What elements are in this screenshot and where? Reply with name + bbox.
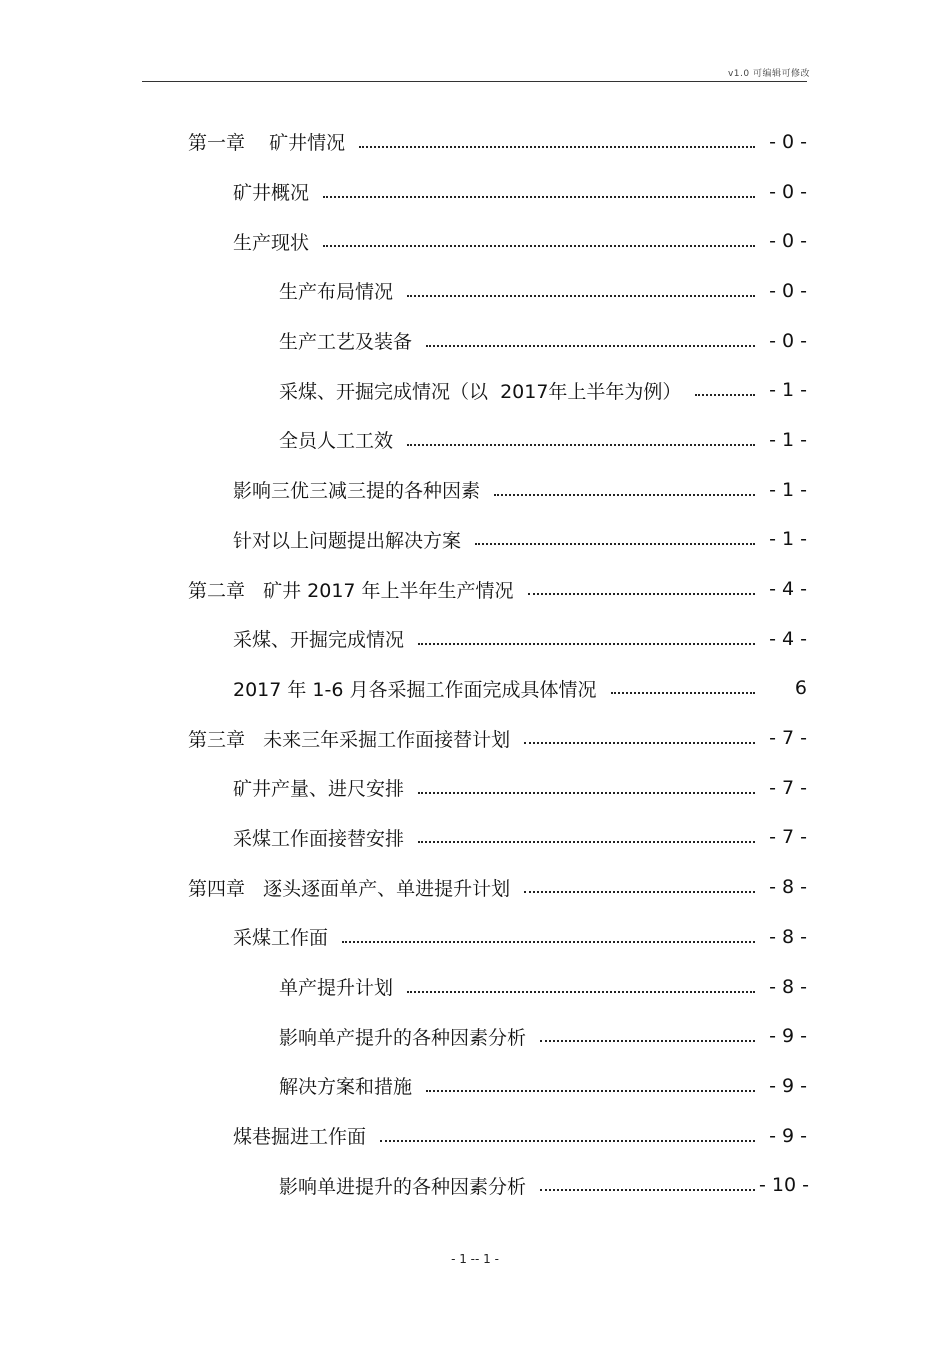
toc-entry-title: 采煤工作面 <box>233 927 329 950</box>
toc-entry-page: - 8 - <box>769 876 807 899</box>
toc-entry-page: - 1 - <box>769 528 807 551</box>
toc-entry[interactable] <box>0 564 950 614</box>
toc-entry-title: 单产提升计划 <box>279 977 394 1000</box>
toc-entry[interactable] <box>0 1011 950 1061</box>
toc-entry[interactable] <box>0 713 950 763</box>
toc-entry-title: 解决方案和措施 <box>279 1076 413 1099</box>
toc-dot-leader <box>418 792 755 794</box>
toc-entry-title: 针对以上问题提出解决方案 <box>233 529 462 552</box>
toc-dot-leader <box>342 941 755 943</box>
toc-entry-page: - 1 - <box>769 379 807 402</box>
toc-entry-page: - 0 - <box>769 279 807 302</box>
toc-dot-leader <box>426 345 755 347</box>
toc-entry-title: 全员人工工效 <box>279 430 394 453</box>
toc-entry[interactable] <box>0 117 950 167</box>
toc-entry[interactable] <box>0 316 950 366</box>
toc-entry[interactable] <box>0 763 950 813</box>
toc-entry[interactable] <box>0 912 950 962</box>
toc-entry-page: - 0 - <box>769 230 807 253</box>
toc-entry[interactable] <box>0 813 950 863</box>
toc-dot-leader <box>323 245 755 247</box>
toc-entry-page: - 0 - <box>769 180 807 203</box>
toc-entry-title: 生产布局情况 <box>279 281 394 304</box>
toc-dot-leader <box>407 444 755 446</box>
toc-entry[interactable] <box>0 1111 950 1161</box>
toc-entry[interactable] <box>0 167 950 217</box>
toc-entry-page: - 1 - <box>769 478 807 501</box>
toc-entry-title: 采煤、开掘完成情况（以 2017年上半年为例） <box>279 380 682 403</box>
toc-entry-page: - 7 - <box>769 727 807 750</box>
toc-entry-title: 第四章 逐头逐面单产、单进提升计划 <box>188 877 511 900</box>
toc-entry[interactable] <box>0 1160 950 1210</box>
toc-entry-title: 影响单进提升的各种因素分析 <box>279 1175 527 1198</box>
toc-entry-title: 第二章 矿井 2017 年上半年生产情况 <box>188 579 514 602</box>
toc-entry-page: - 4 - <box>769 627 807 650</box>
toc-entry-page: - 9 - <box>769 1124 807 1147</box>
toc-dot-leader <box>418 841 755 843</box>
toc-dot-leader <box>407 991 755 993</box>
toc-dot-leader <box>524 891 755 893</box>
toc-dot-leader <box>380 1140 755 1142</box>
toc-dot-leader <box>494 494 755 496</box>
toc-entry[interactable] <box>0 862 950 912</box>
toc-dot-leader <box>528 593 755 595</box>
toc-entry-title: 2017 年 1-6 月各采掘工作面完成具体情况 <box>233 678 597 701</box>
header-version-note: v1.0 可编辑可修改 <box>727 69 810 79</box>
toc-dot-leader <box>475 543 755 545</box>
toc-entry-page: - 4 - <box>769 578 807 601</box>
toc-entry[interactable] <box>0 664 950 714</box>
toc-dot-leader <box>407 295 755 297</box>
toc-entry-page: - 7 - <box>769 826 807 849</box>
toc-entry-page: 6 <box>794 677 807 700</box>
toc-entry-title: 第一章 矿井情况 <box>188 132 346 155</box>
toc-entry[interactable] <box>0 365 950 415</box>
toc-entry-title: 生产工艺及装备 <box>279 331 413 354</box>
toc-entry[interactable] <box>0 216 950 266</box>
toc-entry-title: 采煤、开掘完成情况 <box>233 629 405 652</box>
toc-entry-page: - 1 - <box>769 428 807 451</box>
toc-entry-page: - 0 - <box>769 329 807 352</box>
toc-entry[interactable] <box>0 962 950 1012</box>
toc-entry-page: - 9 - <box>769 1074 807 1097</box>
toc-entry-title: 影响单产提升的各种因素分析 <box>279 1026 527 1049</box>
toc-entry-title: 生产现状 <box>233 231 310 254</box>
toc-dot-leader <box>323 196 755 198</box>
toc-entry-page: - 9 - <box>769 1025 807 1048</box>
header-rule <box>142 81 807 82</box>
toc-entry-title: 采煤工作面接替安排 <box>233 827 405 850</box>
toc-entry-page: - 8 - <box>769 925 807 948</box>
toc-entry-page: - 8 - <box>769 975 807 998</box>
toc-entry[interactable] <box>0 515 950 565</box>
toc-dot-leader <box>418 643 755 645</box>
toc-entry-title: 影响三优三减三提的各种因素 <box>233 480 481 503</box>
toc-dot-leader <box>611 692 755 694</box>
toc-dot-leader <box>540 1040 755 1042</box>
table-of-contents <box>0 117 950 1210</box>
toc-entry-title: 煤巷掘进工作面 <box>233 1126 367 1149</box>
toc-entry[interactable] <box>0 1061 950 1111</box>
toc-dot-leader <box>426 1090 755 1092</box>
toc-entry-title: 矿井产量、进尺安排 <box>233 778 405 801</box>
toc-entry[interactable] <box>0 266 950 316</box>
toc-dot-leader <box>695 394 755 396</box>
toc-entry-page: - 0 - <box>769 130 807 153</box>
toc-dot-leader <box>540 1189 755 1191</box>
toc-entry[interactable] <box>0 614 950 664</box>
toc-entry[interactable] <box>0 465 950 515</box>
page-number: - 1 -- 1 - <box>451 1252 499 1266</box>
toc-entry-title: 矿井概况 <box>233 182 310 205</box>
toc-entry-title: 第三章 未来三年采掘工作面接替计划 <box>188 728 511 751</box>
toc-entry-page: - 7 - <box>769 776 807 799</box>
toc-entry-page: - 10 - <box>759 1174 809 1197</box>
toc-dot-leader <box>524 742 755 744</box>
toc-entry[interactable] <box>0 415 950 465</box>
toc-dot-leader <box>359 146 755 148</box>
